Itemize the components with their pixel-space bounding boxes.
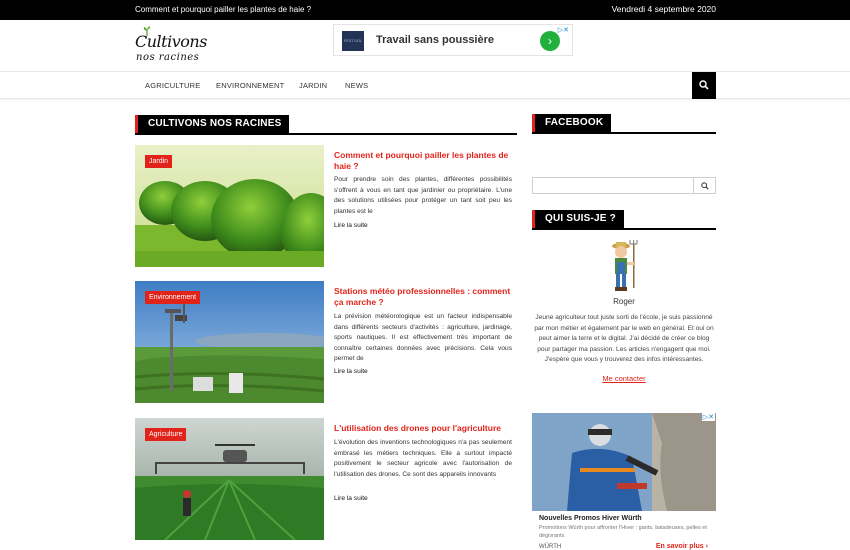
article-thumbnail-hedge[interactable] (135, 145, 324, 267)
nav-search-button[interactable] (692, 72, 716, 99)
ad-cta-link[interactable] (656, 543, 708, 550)
chevron-right-icon: › (705, 543, 708, 550)
category-badge[interactable]: Agriculture (145, 428, 186, 441)
ad-text: Travail sans poussière (376, 34, 495, 46)
category-badge[interactable]: Jardin (145, 155, 172, 168)
nav-item-news[interactable]: NEWS (345, 81, 369, 90)
article-excerpt: L'évolution des inventions technologiques n'a pas seulement embrasé les métiers techniques. Elle a surtout impacté positivement le secteur agricole avec l'autorisation de l'utilisation des drones. Ce sont des appareils innovants (334, 439, 512, 478)
ad-image (532, 413, 716, 511)
adchoices-icon[interactable]: ▷✕ (557, 27, 569, 34)
contact-link[interactable]: Me contacter (602, 374, 646, 383)
current-date: Vendredi 4 septembre 2020 (611, 4, 716, 14)
site-logo[interactable] (135, 28, 205, 70)
author-bio: Jeune agriculteur tout juste sorti de l'école, je suis passionné par mon métier et également par le web en général. Et oui on peut aimer la terre et le digital. J'ai décidé de créer ce blog pour partager ma passion. Les articles n'engagent que moi. J'espère que vous y trouverez des infos intéressantes. (534, 314, 714, 363)
about-section-title (532, 210, 716, 230)
article-excerpt: La prévision météorologique est un facteur indispensable dans différents secteurs d'activités : agriculture, jardinage, sports nautiques. Il est effectivement très important de connaître certaines données avec précisions. Cela vous permet de (334, 313, 512, 362)
read-more-link[interactable]: Lire la suite (334, 222, 368, 229)
article-title[interactable]: L'utilisation des drones pour l'agriculture (334, 423, 501, 433)
read-more-link[interactable]: Lire la suite (334, 495, 368, 502)
category-badge[interactable]: Environnement (145, 291, 200, 304)
main-section-title (135, 115, 517, 135)
nav-item-jardin[interactable]: JARDIN (299, 81, 328, 90)
article-thumbnail-drone[interactable] (135, 418, 324, 540)
read-more-link[interactable]: Lire la suite (334, 368, 368, 375)
article-card (135, 418, 517, 540)
nav-item-environnement[interactable]: ENVIRONNEMENT (216, 81, 285, 90)
top-ad-banner[interactable] (333, 24, 573, 56)
chevron-right-icon[interactable]: › (540, 31, 560, 51)
facebook-section-label: FACEBOOK (532, 114, 611, 132)
farmer-avatar (606, 240, 642, 292)
news-ticker-link[interactable]: Comment et pourquoi pailler les plantes de haie ? (135, 5, 312, 14)
sidebar-ad[interactable] (532, 413, 716, 550)
search-icon (701, 182, 709, 190)
main-nav (0, 71, 850, 99)
ad-headline[interactable]: Nouvelles Promos Hiver Würth (539, 515, 642, 522)
article-excerpt: Pour prendre soin des plantes, différentes possibilités s'offrent à vous en tant que jardinier ou propriétaire. L'une des solutions utilisées pour protéger un tant soit peu les plantes est le (334, 176, 512, 215)
top-bar (0, 0, 850, 20)
sidebar-search-input[interactable] (532, 177, 716, 194)
article-card (135, 281, 517, 403)
logo-line1: Cultivons (135, 32, 207, 51)
nav-item-agriculture[interactable]: AGRICULTURE (145, 81, 201, 90)
logo-line2: nos racines (136, 52, 200, 63)
search-icon (699, 80, 709, 90)
author-name: Roger (613, 297, 635, 306)
article-title[interactable]: Comment et pourquoi pailler les plantes de haie ? (334, 150, 509, 171)
main-section-label: CULTIVONS NOS RACINES (135, 115, 289, 133)
ad-cta-label: En savoir plus (655, 543, 704, 550)
about-section-label: QUI SUIS-JE ? (532, 210, 624, 228)
article-card (135, 145, 517, 267)
ad-brand-logo: FESTOOL (342, 31, 364, 51)
article-thumbnail-weather-station[interactable] (135, 281, 324, 403)
ad-brand: WÜRTH (539, 544, 562, 550)
facebook-section-title (532, 114, 716, 134)
adchoices-icon[interactable]: ▷✕ (702, 414, 714, 421)
article-title[interactable]: Stations météo professionnelles : comment ça marche ? (334, 286, 511, 307)
sidebar-search-button[interactable] (693, 178, 715, 193)
ad-subtext: Promotions Würth pour affronter l'Hiver : gants, baladeuses, pelles et dégivrants (539, 525, 707, 539)
